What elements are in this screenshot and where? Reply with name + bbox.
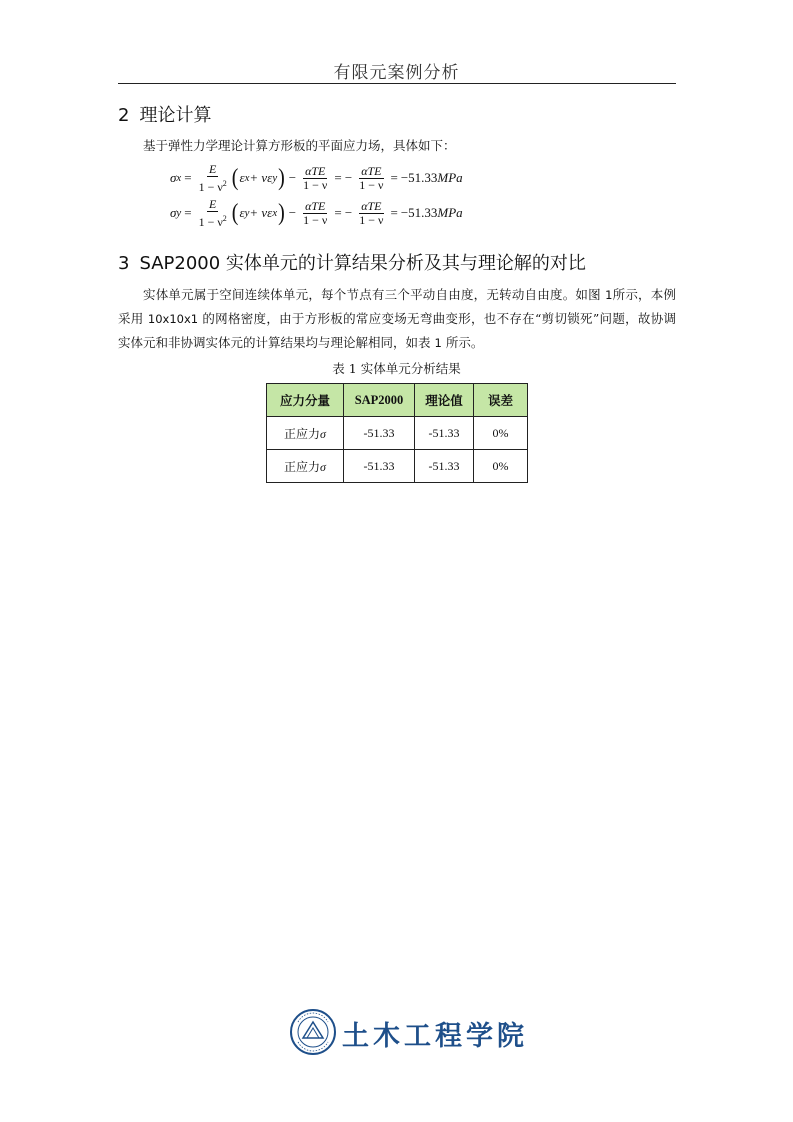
section-3-text-e: 的网格密度，由于方形板的常应变场无弯曲变形，也不存在“剪切锁死”问题，故协调实体元和非协调实体元的计算结果均与理论解相同，如表 [118, 311, 676, 350]
formula-y-frac1-den: 1 − ν [198, 214, 223, 229]
table-row [267, 450, 528, 483]
formula-y-frac2 [301, 200, 329, 227]
formula-x-result: −51.33 [400, 170, 438, 185]
table-ref-number: 1 [434, 336, 442, 350]
table-row [267, 417, 528, 450]
formula-y-eps-b-sub: x [272, 207, 278, 219]
section-3-number: 3 [118, 253, 130, 274]
formula-x-eps-a: ε [239, 170, 245, 185]
formula-y-eps-a: ε [239, 205, 245, 220]
formula-y-eps-a-sub: y [244, 207, 250, 219]
formula-x-lhs-sub: x [176, 172, 182, 184]
formula-y-frac2-den: 1 − ν [303, 212, 328, 227]
header-stress-component: 应力分量 [267, 384, 344, 417]
header-theory: 理论值 [415, 384, 474, 417]
formula-x-frac3-den: 1 − ν [359, 177, 384, 192]
row-label [267, 417, 344, 450]
row-label-text: 正应力 [284, 459, 321, 474]
formula-x-eps-b: + νε [249, 170, 273, 185]
school-name: 土木工程学院 [342, 1021, 528, 1052]
section-2-title: 理论计算 [139, 105, 212, 126]
section-3-paragraph [118, 283, 676, 355]
row-label-symbol: σ [320, 426, 326, 441]
figure-ref-number: 1 [605, 288, 613, 302]
formula-y-frac1 [197, 198, 229, 229]
formula-y-lhs-sub: y [176, 207, 182, 219]
formula-y-result: −51.33 [400, 205, 438, 220]
row-error-value: 0% [474, 450, 528, 483]
formula-x-frac3-num: αTE [361, 163, 382, 178]
section-3-heading [118, 249, 586, 275]
formula-y-frac3-num: αTE [361, 198, 382, 213]
mesh-density: 10x10x1 [147, 312, 199, 326]
formula-sigma-y: σ y = $\frac{E}{1 - \nu^2}$ ( ε y + νε x ) − $\frac{\text{αTE}}{1 - \nu}$ = − $\frac{\text{αTE}}{1 - \nu}$ = −51.33 MPa [170, 196, 463, 229]
result-table [266, 383, 528, 483]
formula-x-frac2-num: αTE [305, 163, 326, 178]
formula-x-frac1-den: 1 − ν [198, 179, 223, 194]
section-3-title: SAP2000 实体单元的计算结果分析及其与理论解的对比 [139, 253, 586, 274]
formula-x-eps-b-sub: y [272, 172, 278, 184]
formula-y-eps-b: + νε [249, 205, 273, 220]
section-2-heading [118, 101, 211, 127]
formula-sigma-x: σ x = $\frac{E}{1 - \nu^2}$ ( ε x + νε y ) − $\frac{\text{αTE}}{1 - \nu}$ = − $\frac{\text{αTE}}{1 - \nu}$ = −51.33 MPa [170, 161, 463, 194]
row-error-value: 0% [474, 417, 528, 450]
header-error: 误差 [474, 384, 528, 417]
page-header-title: 有限元案例分析 [333, 63, 460, 83]
formula-x-lhs: σ [170, 170, 177, 185]
row-label-symbol: σ [320, 459, 326, 474]
row-sap-value: -51.33 [344, 417, 415, 450]
formula-y-lhs: σ [170, 205, 177, 220]
formula-y-frac1-num: E [209, 196, 217, 211]
formula-x-frac1-sup: 2 [222, 178, 227, 188]
formula-y-frac3-den: 1 − ν [359, 212, 384, 227]
row-theory-value: -51.33 [415, 417, 474, 450]
section-3-text-c: 所示，本例采用 [118, 287, 676, 326]
section-3-text-g: 所示。 [445, 335, 484, 350]
header-sap2000: SAP2000 [344, 384, 415, 417]
formula-y-frac1-sup: 2 [222, 213, 227, 223]
section-2-intro: 基于弹性力学理论计算方形板的平面应力场，具体如下： [143, 138, 456, 153]
header-divider [118, 83, 676, 84]
row-label-text: 正应力 [284, 426, 321, 441]
row-sap-value: -51.33 [344, 450, 415, 483]
row-label [267, 450, 344, 483]
table-header-row [267, 384, 528, 417]
section-2-number: 2 [118, 105, 130, 126]
formula-y-frac3 [357, 200, 385, 227]
formula-x-frac1-num: E [209, 161, 217, 176]
formula-x-eps-a-sub: x [244, 172, 250, 184]
formula-x-frac3 [357, 165, 385, 192]
row-theory-value: -51.33 [415, 450, 474, 483]
table-caption: 表 1 实体单元分析结果 [332, 361, 461, 376]
university-seal-icon [289, 1008, 337, 1056]
formula-x-unit: MPa [437, 170, 463, 185]
formula-x-frac1 [197, 163, 229, 194]
formula-x-frac2 [301, 165, 329, 192]
formula-x-frac2-den: 1 − ν [303, 177, 328, 192]
formula-y-frac2-num: αTE [305, 198, 326, 213]
formula-y-unit: MPa [437, 205, 463, 220]
section-3-text-a: 实体单元属于空间连续体单元，每个节点有三个平动自由度，无转动自由度。如图 [143, 287, 601, 302]
